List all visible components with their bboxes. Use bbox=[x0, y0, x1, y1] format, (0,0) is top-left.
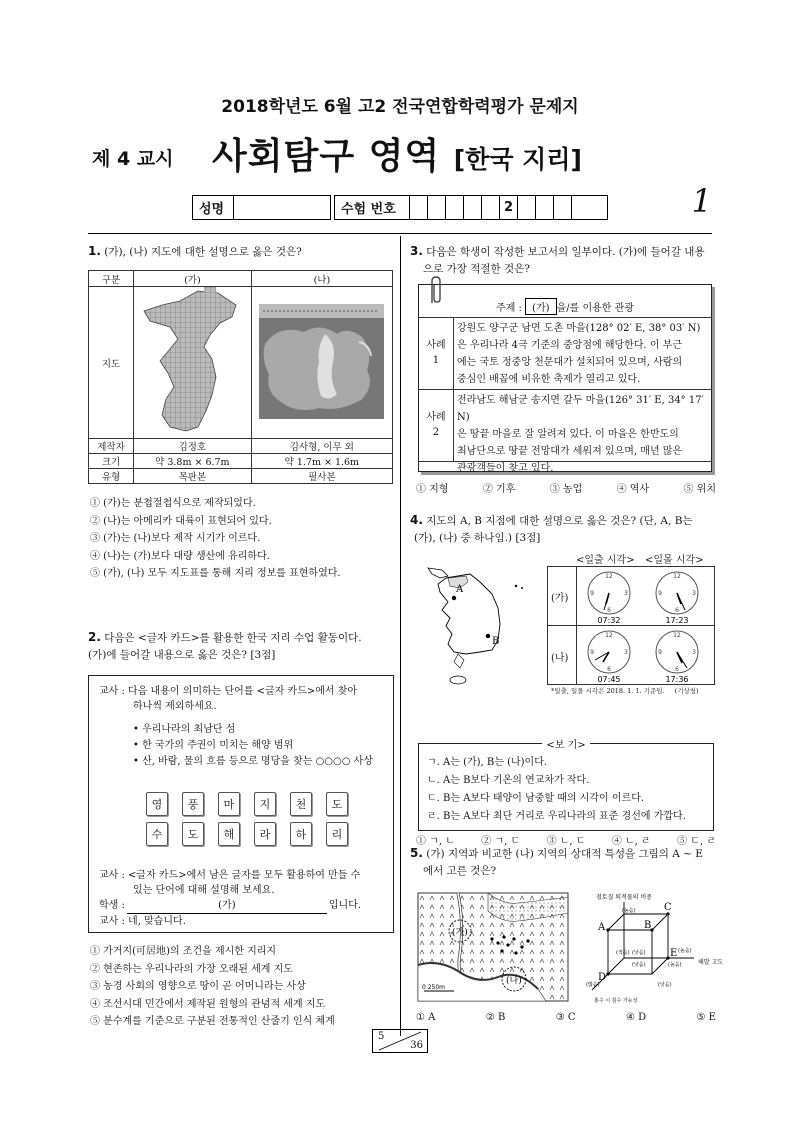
q2-blank[interactable]: (가) bbox=[127, 898, 327, 914]
q3-case-2-label: 사례 2 bbox=[419, 389, 454, 461]
sunrise-label: <일출 시각> bbox=[576, 555, 635, 566]
q2-bullets bbox=[133, 722, 373, 770]
q1-option[interactable]: ④ (나)는 (가)보다 대량 생산에 유리하다. bbox=[90, 550, 270, 562]
q4-source: (기상청) bbox=[674, 687, 699, 695]
cube-label-low2: (낮음) bbox=[632, 962, 646, 968]
subject-sub: [한국 지리] bbox=[453, 145, 582, 174]
letter-card[interactable]: 풍 bbox=[182, 792, 204, 816]
header-rule bbox=[88, 233, 712, 234]
q4-option[interactable]: ① ㄱ, ㄴ bbox=[416, 836, 455, 847]
q4-bogi-item: ㄷ. B는 A보다 태양이 남중할 때의 시각이 이르다. bbox=[427, 793, 645, 804]
q1-row-key: 제작자 bbox=[89, 439, 134, 454]
q4-option[interactable]: ② ㄱ, ㄷ bbox=[481, 836, 521, 847]
q2-bullet: • 우리나라의 최남단 섬 bbox=[133, 724, 236, 735]
q5-text-1: (가) 지역과 비교한 (나) 지역의 상대적 특성을 그림의 A ~ E bbox=[426, 848, 703, 860]
q2-bullet: • 한 국가의 주권이 미치는 해양 범위 bbox=[133, 740, 294, 751]
q2-teacher-1b-line: 하나씩 제외하세요. bbox=[133, 701, 217, 712]
q2-dialogue bbox=[99, 868, 389, 929]
map-scale: 0 250m bbox=[422, 984, 446, 991]
q5-cube-diagram bbox=[578, 890, 724, 1006]
cube-axis-right bbox=[698, 958, 723, 966]
q3-theme bbox=[419, 298, 711, 315]
q4-number: 4. bbox=[410, 513, 423, 527]
q3-option[interactable]: ② 기후 bbox=[482, 484, 516, 495]
column-divider bbox=[400, 236, 401, 1036]
exam-number-cell[interactable] bbox=[464, 196, 482, 219]
q3-theme-suffix: 을/를 이용한 관광 bbox=[556, 303, 634, 314]
time-label: 07:45 bbox=[597, 675, 621, 684]
letter-card[interactable]: 라 bbox=[254, 822, 276, 846]
q3-case-2-line: 은 땅끝 마을로 잘 알려져 있다. 이 마을은 한반도의 bbox=[457, 429, 679, 440]
q2-card-row-1 bbox=[146, 792, 348, 816]
q2-option[interactable]: ③ 농경 사회의 영향으로 땅이 곧 어머니라는 사상 bbox=[90, 981, 306, 992]
q3-text-2: 으로 가장 적절한 것은? bbox=[423, 263, 530, 275]
page-total: 36 bbox=[410, 1040, 423, 1051]
q2-teacher-2: 교사 : <글자 카드>에서 남은 글자를 모두 활용하여 만들 수 bbox=[99, 870, 361, 881]
q3-theme-blank[interactable]: (가) bbox=[525, 298, 556, 315]
exam-number-cell[interactable] bbox=[428, 196, 446, 219]
q2-option[interactable]: ② 현존하는 우리나라의 가장 오래된 세계 지도 bbox=[90, 963, 293, 975]
q2-student-line bbox=[99, 898, 389, 914]
q1-row-a: 목판본 bbox=[134, 469, 252, 484]
q1-row-a: 김정호 bbox=[134, 439, 252, 454]
q3-option[interactable]: ① 지형 bbox=[416, 484, 449, 495]
q2-teacher-1 bbox=[99, 684, 357, 714]
q1-row-b: 약 1.7m × 1.6m bbox=[251, 454, 392, 469]
q4-text-2: (가), (나) 중 하나임.) [3점] bbox=[414, 532, 541, 544]
cube-label-low1: (낮음) bbox=[632, 950, 646, 956]
name-field[interactable] bbox=[234, 196, 330, 219]
page-number: 1 bbox=[691, 182, 712, 220]
q4-option[interactable]: ④ ㄴ, ㄹ bbox=[611, 836, 651, 847]
clock-mark: 12 bbox=[605, 573, 613, 580]
q1-row-a: 약 3.8m × 6.7m bbox=[134, 454, 252, 469]
cube-label-right-high: (높음) bbox=[678, 948, 692, 954]
cube-label-high2: (높음) bbox=[668, 962, 682, 968]
clock-mark: 12 bbox=[605, 632, 613, 639]
map-label-na: (나) bbox=[506, 976, 522, 986]
letter-card[interactable]: 도 bbox=[182, 822, 204, 846]
q5-topographic-map bbox=[418, 893, 568, 1001]
letter-card[interactable]: 영 bbox=[146, 792, 168, 816]
q2-student-suffix: 입니다. bbox=[328, 900, 362, 911]
q2-teacher-2b: 있는 단어에 대해 설명해 보세요. bbox=[133, 885, 275, 896]
q1-row-key: 크기 bbox=[89, 454, 134, 469]
cube-point-e: E bbox=[670, 948, 678, 959]
q2-teacher-1-line: 교사 : 다음 내용이 의미하는 단어를 <글자 카드>에서 찾아 bbox=[99, 686, 358, 697]
q1-row-key: 유형 bbox=[89, 469, 134, 484]
exam-number-cell[interactable] bbox=[554, 196, 572, 219]
korea-map-figure bbox=[418, 568, 528, 698]
q3-case-2-line: 전라남도 해남군 송지면 갈두 마을(126° 31′ E, 34° 17′ N) bbox=[457, 395, 704, 423]
q4-bogi-title: <보 기> bbox=[542, 740, 589, 751]
cube-point-c: C bbox=[664, 902, 672, 913]
q2-student-prefix: 학생 : bbox=[99, 900, 125, 911]
cube-point-d: D bbox=[598, 972, 607, 983]
q3-case-1-line: 중심인 배꼽에 비유한 축제가 열리고 있다. bbox=[457, 374, 641, 385]
q3-stem bbox=[410, 243, 715, 278]
clock-mark: 12 bbox=[673, 573, 681, 580]
exam-number-box bbox=[334, 195, 608, 220]
cube-label-high1: (높음) bbox=[622, 908, 636, 914]
q2-option[interactable]: ① 가거지(可居地)의 조건을 제시한 지리지 bbox=[90, 946, 277, 957]
q2-number: 2. bbox=[88, 630, 101, 644]
exam-number-cell[interactable] bbox=[536, 196, 554, 219]
q5-number: 5. bbox=[410, 846, 423, 860]
cube-title: 점토질 퇴적물의 비중 bbox=[596, 894, 652, 901]
q3-theme-prefix: 주제 : bbox=[496, 303, 522, 314]
subject-main: 사회탐구 영역 bbox=[212, 136, 441, 177]
name-box bbox=[192, 195, 331, 220]
clock-mark: 6 bbox=[607, 607, 611, 614]
exam-number-cell[interactable] bbox=[572, 196, 589, 219]
q3-case-1-line: 은 우리나라 4극 기준의 중앙점에 해당한다. 이 부근 bbox=[457, 340, 682, 351]
q1-option[interactable]: ⑤ (가), (나) 모두 지도표를 통해 지리 정보를 표현하였다. bbox=[90, 568, 341, 579]
q5-option[interactable]: ① A bbox=[416, 1012, 436, 1023]
exam-number-label: 수험 번호 bbox=[335, 196, 410, 219]
cube-axis-bottom: 홍수 시 침수 가능성 bbox=[594, 998, 638, 1004]
map-label-ga: (가) bbox=[452, 928, 468, 938]
period-label: 제 4 교시 bbox=[92, 148, 174, 170]
exam-number-cell[interactable]: 2 bbox=[500, 196, 518, 219]
q3-option[interactable]: ⑤ 위치 bbox=[683, 484, 716, 495]
q4-bogi-box bbox=[418, 740, 714, 831]
q1-stem bbox=[88, 243, 393, 261]
q3-case-2 bbox=[457, 392, 711, 477]
q1-map-ga bbox=[134, 287, 252, 439]
map-point-b: B bbox=[492, 636, 500, 647]
cube-label-bottom-left: (많음) bbox=[586, 982, 600, 988]
letter-card[interactable]: 하 bbox=[290, 822, 312, 846]
q4-row-na: (나) bbox=[551, 653, 569, 664]
clock-mark: 6 bbox=[607, 666, 611, 673]
exam-number-cell[interactable] bbox=[446, 196, 464, 219]
q1-option[interactable]: ② (나)는 아메리카 대륙이 표현되어 있다. bbox=[90, 515, 272, 527]
clock-mark: 3 bbox=[692, 649, 696, 656]
q2-teacher-3: 교사 : 네, 맞습니다. bbox=[99, 916, 186, 927]
q2-bullet: • 산, 바람, 물의 흐름 등으로 명당을 찾는 ○○○○ 사상 bbox=[133, 756, 373, 767]
clock-mark: 9 bbox=[658, 590, 662, 597]
q1-row-b: 김사형, 이무 외 bbox=[251, 439, 392, 454]
clock-mark: 6 bbox=[675, 607, 679, 614]
daedongyeojido-map-image bbox=[140, 287, 244, 435]
q2-option[interactable]: ④ 조선시대 민간에서 제작된 원형의 관념적 세계 지도 bbox=[90, 998, 326, 1010]
page-current: 5 bbox=[378, 1031, 385, 1042]
exam-number-cell[interactable] bbox=[410, 196, 428, 219]
q2-activity-box bbox=[88, 675, 394, 933]
q4-option[interactable]: ⑤ ㄷ, ㄹ bbox=[677, 836, 716, 847]
letter-card[interactable]: 지 bbox=[254, 792, 276, 816]
q1-number: 1. bbox=[88, 244, 101, 258]
q1-map-label: 지도 bbox=[89, 287, 134, 439]
letter-card[interactable]: 리 bbox=[326, 822, 348, 846]
clock-mark: 6 bbox=[675, 666, 679, 673]
q5-options bbox=[416, 1009, 716, 1027]
q4-note bbox=[551, 686, 699, 695]
time-label: 17:23 bbox=[665, 616, 689, 625]
q1-options bbox=[90, 495, 395, 583]
subject-title bbox=[212, 128, 582, 179]
clock-mark: 9 bbox=[590, 590, 594, 597]
q5-stem bbox=[410, 845, 715, 880]
name-label: 성명 bbox=[193, 196, 234, 219]
q4-row-ga: (가) bbox=[551, 593, 569, 604]
q1-header-cell: (가) bbox=[134, 271, 252, 287]
clock-mark: 3 bbox=[624, 590, 628, 597]
cube-point-a: A bbox=[598, 922, 606, 933]
sunrise-sunset-clocks bbox=[575, 568, 715, 686]
cube-label-bottom-right: (낮음) bbox=[658, 982, 672, 988]
letter-card[interactable]: 천 bbox=[290, 792, 312, 816]
q4-note-text: *일출, 일몰 시각은 2018. 1. 1. 기준임. bbox=[551, 687, 665, 695]
letter-card[interactable]: 마 bbox=[218, 792, 240, 816]
q1-header-cell: (나) bbox=[251, 271, 392, 287]
exam-number-cell[interactable] bbox=[518, 196, 536, 219]
exam-title: 2018학년도 6월 고2 전국연합학력평가 문제지 bbox=[221, 97, 579, 117]
q3-option[interactable]: ③ 농업 bbox=[549, 484, 583, 495]
exam-number-cell[interactable] bbox=[482, 196, 500, 219]
q3-text-1: 다음은 학생이 작성한 보고서의 일부이다. (가)에 들어갈 내용 bbox=[426, 246, 705, 258]
map-point-a: A bbox=[456, 584, 464, 595]
q2-option[interactable]: ⑤ 분수계를 기준으로 구분된 전통적인 산줄기 인식 체계 bbox=[90, 1016, 335, 1027]
letter-card[interactable]: 해 bbox=[218, 822, 240, 846]
q5-option[interactable]: ④ D bbox=[625, 1012, 647, 1023]
clock-mark: 3 bbox=[692, 590, 696, 597]
q3-rule bbox=[419, 461, 711, 462]
q4-text-1: 지도의 A, B 지점에 대한 설명으로 옳은 것은? (단, A, B는 bbox=[426, 515, 693, 527]
q3-case-1 bbox=[457, 320, 711, 388]
q3-case-1-line: 에는 국토 정중앙 천문대가 설치되어 있으며, 사람의 bbox=[457, 357, 683, 368]
cube-label-left: (적음) bbox=[616, 950, 630, 956]
cube-axis-right-line: 해발 고도 bbox=[698, 959, 724, 966]
q1-header-cell: 구분 bbox=[89, 271, 134, 287]
q1-map-na bbox=[251, 287, 392, 439]
q1-text: (가), (나) 지도에 대한 설명으로 옳은 것은? bbox=[104, 246, 302, 258]
clock-mark: 9 bbox=[658, 649, 662, 656]
page-indicator bbox=[372, 1029, 428, 1053]
clock-mark: 9 bbox=[590, 649, 594, 656]
q2-text-2: (가)에 들어갈 내용으로 옳은 것은? [3점] bbox=[88, 649, 276, 661]
q4-bogi-item: ㄹ. B는 A보다 최단 거리로 우리나라의 표준 경선에 가깝다. bbox=[427, 811, 686, 822]
q3-report bbox=[418, 284, 712, 472]
q4-bogi-item: ㄴ. A는 B보다 기온의 연교차가 작다. bbox=[427, 775, 590, 786]
q3-case-1-line: 강원도 양구군 남면 도촌 마을(128° 02′ E, 38° 03′ N) bbox=[457, 323, 701, 334]
q2-stem bbox=[88, 629, 393, 664]
q3-case-1-label: 사례 1 bbox=[419, 317, 454, 389]
q5-option[interactable]: ② B bbox=[485, 1012, 506, 1023]
q2-text-1: 다음은 <글자 카드>를 활용한 한국 지리 수업 활동이다. bbox=[104, 632, 362, 644]
q5-option[interactable]: ⑤ E bbox=[696, 1012, 716, 1023]
q1-option[interactable]: ③ (가)는 (나)보다 제작 시기가 이르다. bbox=[90, 533, 261, 544]
q4-stem bbox=[410, 512, 715, 547]
q1-option[interactable]: ① (가)는 분첩절첩식으로 제작되었다. bbox=[90, 498, 256, 509]
q4-bogi-item: ㄱ. A는 (가), B는 (나)이다. bbox=[427, 757, 548, 768]
letter-card[interactable]: 수 bbox=[146, 822, 168, 846]
time-label: 17:36 bbox=[665, 675, 689, 684]
sunset-label: <일몰 시각> bbox=[645, 555, 704, 566]
time-label: 07:32 bbox=[597, 616, 621, 625]
letter-card[interactable]: 도 bbox=[326, 792, 348, 816]
q3-rule bbox=[419, 317, 711, 318]
q4-option[interactable]: ③ ㄴ, ㄷ bbox=[546, 836, 586, 847]
q2-options bbox=[90, 943, 395, 1031]
q1-row-b: 필사본 bbox=[251, 469, 392, 484]
q1-table bbox=[88, 270, 393, 484]
clock-mark: 12 bbox=[673, 632, 681, 639]
q5-text-2: 에서 고른 것은? bbox=[423, 865, 497, 877]
q2-card-row-2 bbox=[146, 822, 348, 846]
q4-bogi-list bbox=[427, 754, 686, 826]
q3-case-2-line: 관광객들이 찾고 있다. bbox=[457, 463, 554, 474]
q3-number: 3. bbox=[410, 244, 423, 258]
honilgangni-map-image bbox=[259, 304, 384, 419]
q4-bogi-title-wrap bbox=[419, 736, 713, 751]
cube-point-b: B bbox=[644, 920, 652, 931]
q3-case-2-line: 최남단으로 땅끝 전망대가 세워져 있으며, 매년 많은 bbox=[457, 446, 683, 457]
q3-rule bbox=[419, 389, 711, 390]
clock-mark: 3 bbox=[624, 649, 628, 656]
q3-option[interactable]: ④ 역사 bbox=[616, 484, 650, 495]
exam-number-cells bbox=[410, 196, 607, 219]
q5-option[interactable]: ③ C bbox=[555, 1012, 576, 1023]
q3-options bbox=[416, 481, 716, 499]
